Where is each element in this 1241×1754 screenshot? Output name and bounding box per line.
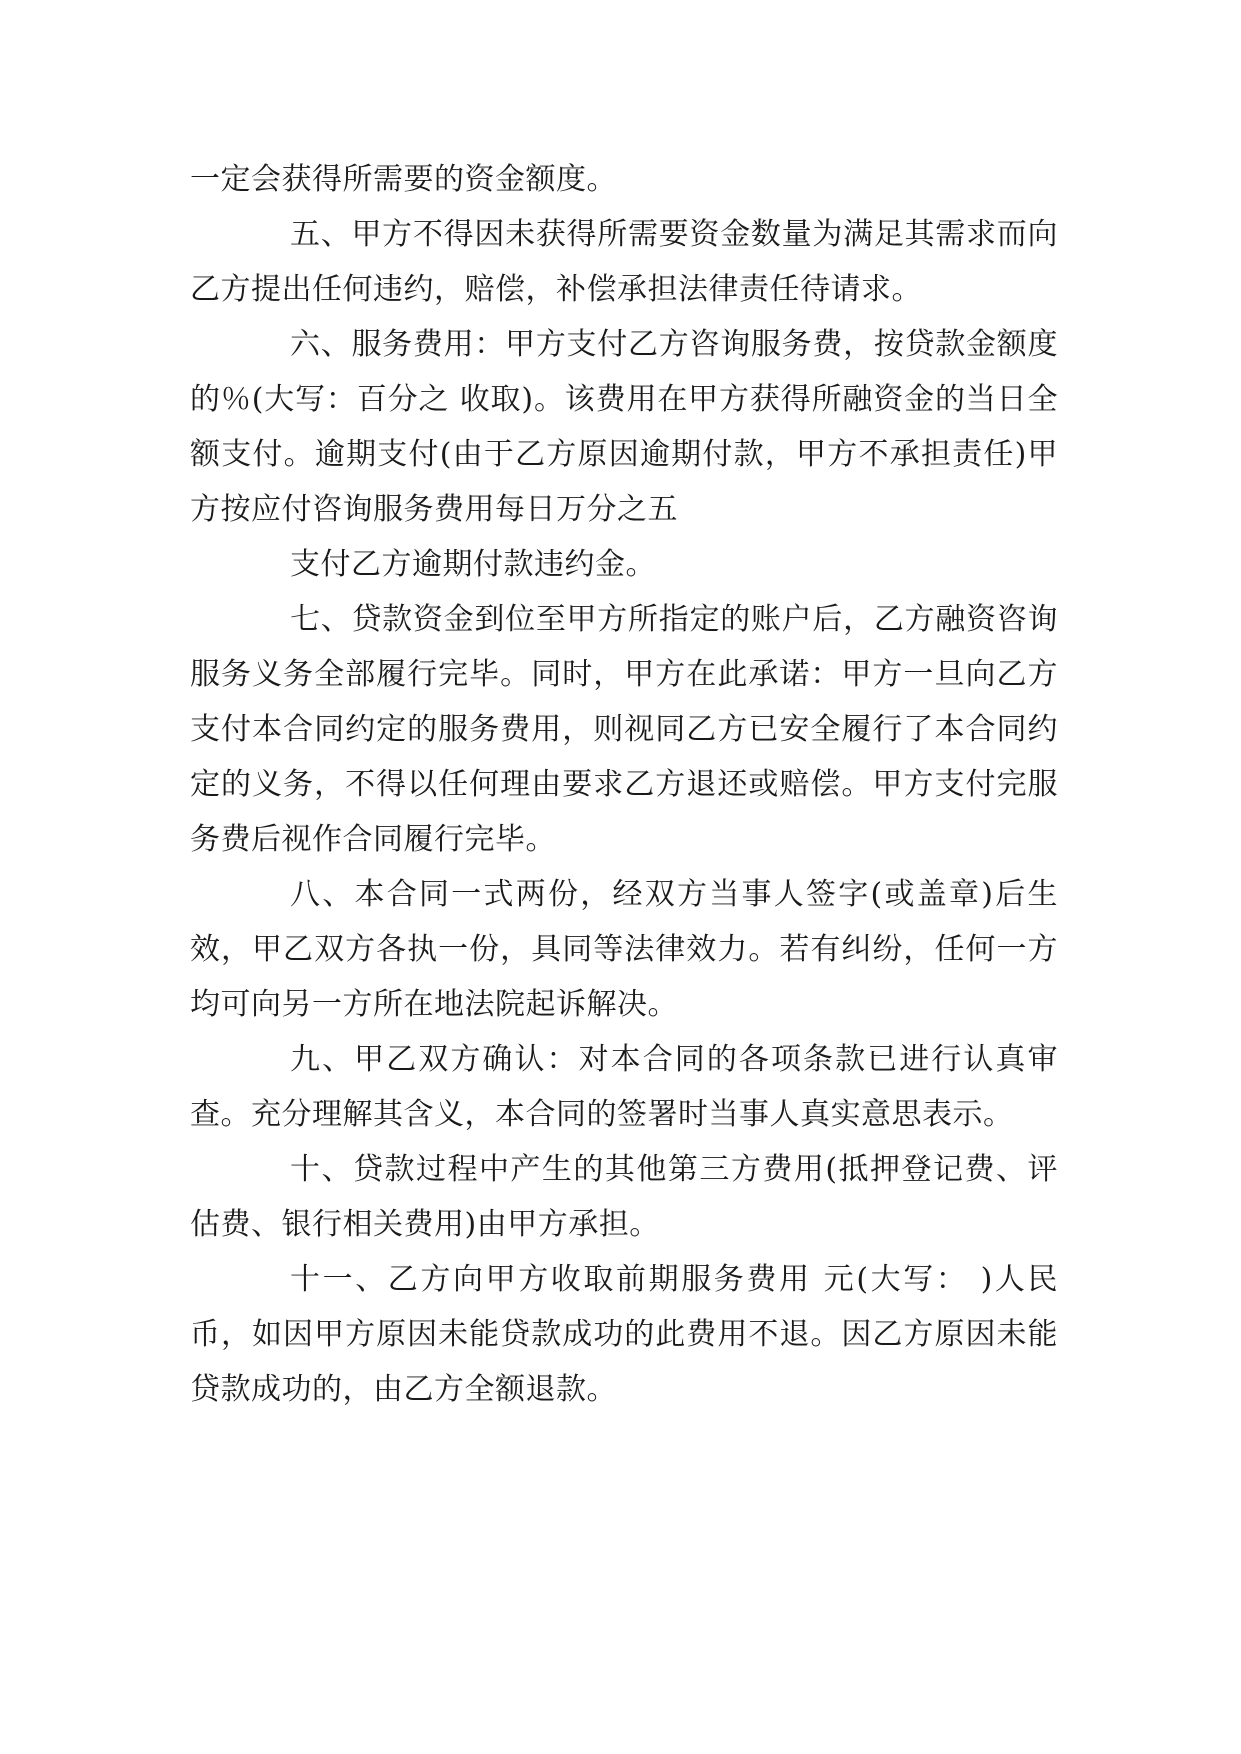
paragraph-continuation: 一定会获得所需要的资金额度。 bbox=[190, 162, 617, 197]
clause-10: 十、贷款过程中产生的其他第三方费用(抵押登记费、评估费、银行相关费用)由甲方承担。 bbox=[190, 1152, 1058, 1242]
clause-6-continuation: 支付乙方逾期付款违约金。 bbox=[290, 547, 656, 582]
clause-8: 八、本合同一式两份，经双方当事人签字(或盖章)后生效，甲乙双方各执一份，具同等法律效力。若有纠纷，任何一方均可向另一方所在地法院起诉解决。 bbox=[190, 877, 1058, 1022]
clause-6: 六、服务费用：甲方支付乙方咨询服务费，按贷款金额度的％(大写：百分之 收取)。该费用在甲方获得所融资金的当日全额支付。逾期支付(由于乙方原因逾期付款，甲方不承担责任)甲方按应付咨询服务费用每日万分之五 bbox=[190, 327, 1058, 527]
clause-9: 九、甲乙双方确认：对本合同的各项条款已进行认真审查。充分理解其含义，本合同的签署时当事人真实意思表示。 bbox=[190, 1042, 1058, 1132]
clause-11: 十一、乙方向甲方收取前期服务费用 元(大写： )人民币，如因甲方原因未能贷款成功的此费用不退。因乙方原因未能贷款成功的，由乙方全额退款。 bbox=[190, 1262, 1058, 1407]
clause-5: 五、甲方不得因未获得所需要资金数量为满足其需求而向乙方提出任何违约，赔偿，补偿承担法律责任待请求。 bbox=[190, 217, 1058, 307]
clause-7: 七、贷款资金到位至甲方所指定的账户后，乙方融资咨询服务义务全部履行完毕。同时，甲方在此承诺：甲方一旦向乙方支付本合同约定的服务费用，则视同乙方已安全履行了本合同约定的义务，不得以任何理由要求乙方退还或赔偿。甲方支付完服务费后视作合同履行完毕。 bbox=[190, 602, 1058, 857]
document-body bbox=[190, 152, 1058, 1417]
